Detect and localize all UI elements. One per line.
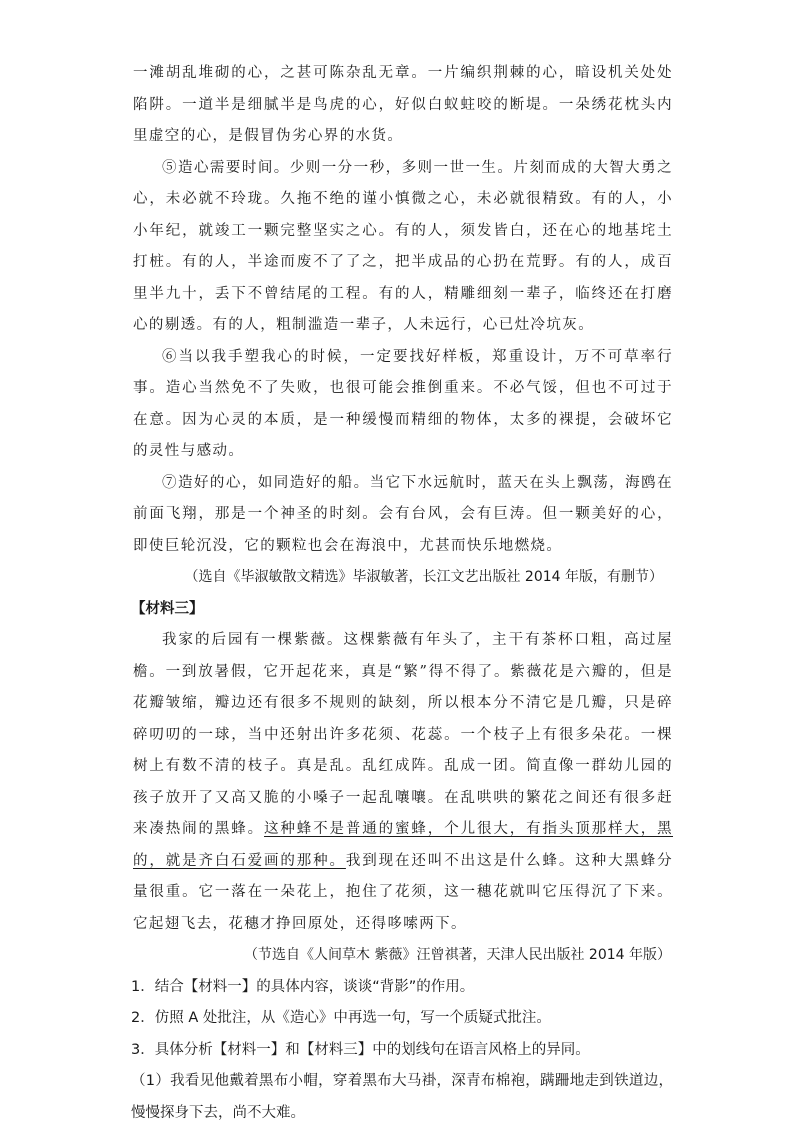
- material2-paragraph-6: ⑥当以我手塑我心的时候，一定要找好样板，郑重设计，万不可草率行事。造心当然免不了失败，也很可能会推倒重来。不必气馁，但也不可过于在意。因为心灵的本质，是一种缓慢而精细的物体，太多的裸提，会破坏它的灵性与感动。: [133, 348, 673, 459]
- material3-text-after: 我到现在还叫不出这是什么蜂。这种大黑蜂分量很重。它一落在一朵花上，抱住了花须，这一穗花就叫它压得沉了下来。它起翅飞去，花穗才挣回原处，还得哆嗦两下。: [133, 852, 674, 932]
- material2-paragraph-4-tail: 一滩胡乱堆砌的心，之甚可陈杂乱无章。一片编织荆棘的心，暗设机关处处陷阱。一道半是细腻半是鸟虎的心，好似白蚁蛀咬的断堤。一朵绣花枕头内里虚空的心，是假冒伪劣心界的水货。: [133, 65, 673, 144]
- material3-title: 【材料三】: [131, 600, 204, 617]
- material3-paragraph: [133, 625, 673, 940]
- material2-source: （选自《毕淑敏散文精选》毕淑敏著，长江文艺出版社 2014 年版，有删节）: [184, 569, 663, 585]
- question-2: 2．仿照 A 处批注，从《造心》中再选一句，写一个质疑式批注。: [131, 1010, 551, 1026]
- material3-underlined-sentence: 这种蜂不是普通的蜜蜂，个儿很大，有指头顶那样大，黑的，就是齐白石爱画的那种。: [133, 821, 674, 869]
- material2-paragraph-5: ⑤造心需要时间。少则一分一秒，多则一世一生。片刻而成的大智大勇之心，未必就不玲珑。久拖不绝的谨小慎微之心，未必就很精致。有的人，小小年纪，就竣工一颗完整坚实之心。有的人，须发皆白，还在心的地基垞土打桩。有的人，半途而废不了了之，把半成品的心扔在荒野。有的人，成百里半九十，丢下不曾结尾的工程。有的人，精雕细刻一辈子，临终还在打磨心的剔透。有的人，粗制滥造一辈子，人未远行，心已灶冷坑灰。: [133, 159, 673, 333]
- material2-paragraph-7: ⑦造好的心，如同造好的船。当它下水远航时，蓝天在头上飘荡，海鸥在前面飞翔，那是一个神圣的时刻。会有台风，会有巨涛。但一颗美好的心，即使巨轮沉没，它的颗粒也会在海浪中，尤甚而快乐地燃烧。: [133, 474, 673, 554]
- question-1: 1．结合【材料一】的具体内容，谈谈“背影”的作用。: [131, 978, 475, 995]
- question-3-subitem-1: （1）我看见他戴着黑布小帽，穿着黑布大马褂，深青布棉袍，蹒跚地走到铁道边，慢慢探身下去，尚不大难。: [131, 1073, 673, 1121]
- question-3: 3．具体分析【材料一】和【材料三】中的划线句在语言风格上的异同。: [131, 1041, 590, 1058]
- material3-text-before: 我家的后园有一棵紫薇。这棵紫薇有年头了，主干有茶杯口粗，高过屋檐。一到放暑假，它开起花来，真是“繁”得不得了。紫薇花是六瓣的，但是花瓣皱缩，瓣边还有很多不规则的缺刻，所以根本分不清它是几瓣，只是碎碎叨叨的一球，当中还射出许多花须、花蕊。一个枝子上有很多朵花。一棵树上有数不清的枝子。真是乱。乱红成阵。乱成一团。简直像一群幼儿园的孩子放开了又高又脆的小嗓子一起乱嚷嚷。在乱哄哄的繁花之间还有很多赶来凑热闹的黑蜂。: [133, 632, 673, 837]
- document-page: [133, 58, 673, 1129]
- material3-source: （节选自《人间草木 紫薇》汪曾祺著，天津人民出版社 2014 年版）: [244, 947, 671, 963]
